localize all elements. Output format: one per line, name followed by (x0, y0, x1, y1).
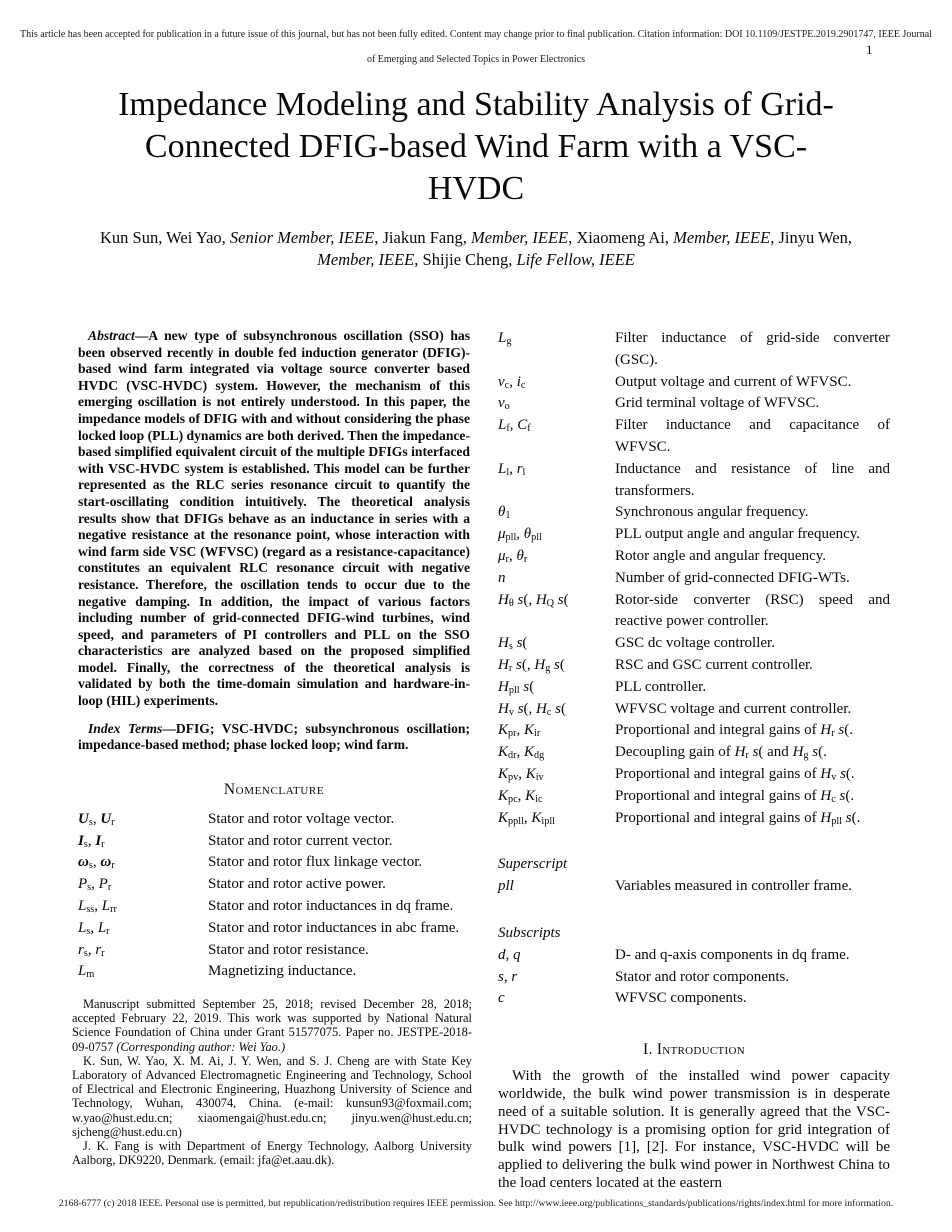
nomenclature-item (498, 590, 890, 634)
nomenclature-item (498, 764, 890, 786)
index-terms: Index Terms—DFIG; VSC-HVDC; subsynchronous oscillation; impedance-based method; phase locked loop; wind farm. (78, 720, 470, 753)
description: Filter inductance of grid-side converter (GSC). (615, 330, 890, 368)
nomenclature-item (498, 699, 890, 721)
description: Variables measured in controller frame. (615, 878, 852, 895)
symbol: $H_r$ s(, $H_g$ s( (498, 656, 565, 675)
paper-title: Impedance Modeling and Stability Analysis of Grid-Connected DFIG-based Wind Farm with a VSC-HVDC (118, 86, 834, 207)
right-column (498, 328, 890, 1193)
symbol: $\mu_{pll}$, $\theta_{pll}$ (498, 526, 542, 544)
description: RSC and GSC current controller. (615, 656, 813, 673)
nomenclature-list-left (78, 809, 470, 983)
description: Stator and rotor flux linkage vector. (208, 854, 423, 871)
nomenclature-item (498, 808, 890, 830)
section-number: I. (642, 1041, 653, 1059)
description: Proportional and integral gains of $H_{pll}$ s(. (615, 809, 861, 827)
description: Synchronous angular frequency. (615, 504, 809, 521)
nomenclature-item (498, 633, 890, 655)
description: Proportional and integral gains of $H_v$ s(. (615, 765, 855, 784)
nomenclature-item (78, 940, 470, 962)
subscripts-heading: Subscripts (498, 924, 561, 941)
description: Stator and rotor components. (615, 968, 790, 985)
description: Grid terminal voltage of WFVSC. (615, 395, 820, 412)
disclaimer-line-1: This article has been accepted for publication in a future issue of this journal, but has not been fully edited. Content may change prior to final publication. Citation information: DOI 10.1109/JESTPE.2019.2901747, IEEE Journal (20, 29, 932, 40)
superscript-heading: Superscript (498, 856, 568, 873)
nomenclature-item (498, 786, 890, 808)
symbol: $L_f$, $C_f$ (498, 417, 531, 435)
nomenclature-item (498, 415, 890, 459)
description: Output voltage and current of WFVSC. (615, 373, 852, 390)
abstract-paragraph: Abstract—A new type of subsynchronous oscillation (SSO) has been observed recently in double fed induction generator (DFIG)-based wind farm integrated via voltage source converter based HVDC (VSC-HVDC) system. However, the mechanism of this emerging oscillation is not entirely understood. In this paper, the impedance models of DFIG with and without considering the phase locked loop (PLL) dynamics are both derived. Then the impedance-based simplified equivalent circuit of the multiple DFIGs interfaced with VSC-HVDC system is established. This model can be further represented as the RLC series resonance circuit to quantify the start-oscillating condition intuitively. The theoretical analysis results show that DFIGs behave as an inductance in series with a negative resistance at the resonance point, whose interaction with wind farm side VSC (WFVSC) (regard as a resistance-capacitance) constitutes an equivalent RLC resonance circuit with negative resistance. Therefore, the oscillation tends to occur due to the negative damping. In addition, the impact of various factors including number of grid-connected DFIG-wind turbines, wind speed, and parameters of PI controllers and PLL on the SSO characteristics are analyzed based on the proposed simplified model. Finally, the correctness of the theoretical analysis is validated by both the time-domain simulation and hardware-in-loop (HIL) experiments. (78, 328, 470, 709)
symbol: $\omega_s$, $\omega_r$ (78, 854, 115, 872)
superscript-list (498, 876, 890, 898)
description: Number of grid-connected DFIG-WTs. (615, 569, 850, 586)
symbol: $v_o$ (498, 395, 510, 413)
introduction-heading (498, 1041, 890, 1059)
copyright-footer: 2168-6777 (c) 2018 IEEE. Personal use is permitted, but republication/redistribution requires IEEE permission. See http://www.ieee.org/publications_standards/publications/rights/index.html for more information. (58, 1198, 894, 1209)
description: Stator and rotor inductances in dq frame. (208, 898, 454, 915)
disclaimer-line-2: of Emerging and Selected Topics in Power Electronics (366, 54, 586, 65)
nomenclature-item (498, 568, 890, 590)
symbol: s, r (498, 968, 518, 985)
subscripts-list (498, 945, 890, 1010)
symbol: $H_\theta$ s(, $H_Q$ s( (498, 591, 569, 609)
nomenclature-item (498, 459, 890, 503)
first-page-footnote (72, 997, 472, 1167)
symbol: $I_s$, $I_r$ (78, 832, 105, 850)
symbol: $L_s$, $L_r$ (78, 919, 110, 938)
nomenclature-heading: Nomenclature (223, 780, 325, 798)
symbol: $K_{pv}$, $K_{iv}$ (498, 765, 544, 784)
nomenclature-item (498, 988, 890, 1010)
section-title: Introduction (656, 1041, 746, 1059)
symbol: $r_s$, $r_r$ (78, 941, 105, 959)
nomenclature-item (78, 809, 470, 831)
symbol: $L_g$ (498, 330, 512, 348)
left-column (78, 328, 470, 983)
nomenclature-item (498, 502, 890, 524)
symbol: $L_m$ (78, 963, 95, 981)
symbol: d, q (498, 946, 521, 963)
symbol: $v_c$, $i_c$ (498, 373, 526, 391)
symbol: $K_{dr}$, $K_{dg}$ (498, 744, 545, 762)
description: Stator and rotor active power. (208, 876, 386, 893)
description: WFVSC voltage and current controller. (615, 700, 852, 717)
symbol: $H_s$ s( (498, 635, 528, 653)
symbol: $P_s$, $P_r$ (78, 876, 112, 894)
footnote-paragraph: J. K. Fang is with Department of Energy Technology, Aalborg University Aalborg, DK9220, Denmark. (email: jfa@et.aau.dk). (72, 1139, 472, 1168)
symbol: c (498, 990, 505, 1007)
description: Proportional and integral gains of $H_r$ s(. (615, 722, 853, 740)
nomenclature-item (78, 852, 470, 874)
nomenclature-item (498, 393, 890, 415)
nomenclature-item (498, 524, 890, 546)
symbol: pll (498, 878, 514, 895)
nomenclature-item (498, 328, 890, 372)
nomenclature-item (498, 967, 890, 989)
nomenclature-item (498, 742, 890, 764)
nomenclature-list-right (498, 328, 890, 829)
description: GSC dc voltage controller. (615, 635, 775, 652)
nomenclature-item (498, 655, 890, 677)
description: Stator and rotor inductances in abc frame. (208, 919, 460, 936)
nomenclature-item (498, 372, 890, 394)
symbol: $H_v$ s(, $H_c$ s( (498, 700, 566, 718)
nomenclature-item (78, 961, 470, 983)
description: Stator and rotor current vector. (208, 832, 393, 849)
footnote-paragraph: K. Sun, W. Yao, X. M. Ai, J. Y. Wen, and S. J. Cheng are with State Key Laboratory of Advanced Electromagnetic Engineering and Technology, School of Electrical and Electronic Engineering, Huazhong University of Science and Technology, Wuhan, 430074, China. (e-mail: kunsun93@foxmail.com; w.yao@hust.edu.cn; xiaomengai@hust.edu.cn; jinyu.wen@hust.edu.cn; sjcheng@hust.edu.cn) (72, 1053, 472, 1139)
author-line: Kun Sun, Wei Yao, Senior Member, IEEE, Jiakun Fang, Member, IEEE, Xiaomeng Ai, Member, IEEE, Jinyu Wen, Member, IEEE, Shijie Cheng, Life Fellow, IEEE (99, 228, 853, 269)
symbol: $H_{pll}$ s( (498, 678, 535, 696)
description: PLL output angle and angular frequency. (615, 526, 861, 543)
nomenclature-item (498, 677, 890, 699)
symbol: $L_l$, $r_l$ (498, 460, 526, 479)
page-number: 1 (866, 42, 873, 57)
description: Rotor angle and angular frequency. (615, 547, 827, 564)
symbol: $K_{pr}$, $K_{ir}$ (498, 722, 541, 740)
description: WFVSC components. (615, 990, 747, 1007)
symbol: n (498, 569, 506, 586)
acceptance-disclaimer (0, 22, 952, 72)
description: Inductance and resistance of line and transformers. (615, 460, 890, 499)
nomenclature-item (498, 945, 890, 967)
description: Stator and rotor voltage vector. (208, 810, 395, 827)
symbol: $L_{ss}$, $L_{rr}$ (78, 898, 117, 916)
symbol: $K_{ppll}$, $K_{ipll}$ (498, 809, 555, 827)
nomenclature-item (498, 876, 890, 898)
description: PLL controller. (615, 678, 707, 695)
nomenclature-item (78, 918, 470, 940)
nomenclature-item (498, 720, 890, 742)
nomenclature-item (498, 546, 890, 568)
symbol: $U_s$, $U_r$ (78, 810, 115, 829)
symbol: $K_{pc}$, $K_{ic}$ (498, 787, 543, 805)
description: Stator and rotor resistance. (208, 941, 369, 958)
description: Magnetizing inductance. (208, 963, 357, 980)
description: Proportional and integral gains of $H_c$ s(. (615, 787, 855, 805)
symbol: $\theta_1$ (498, 504, 511, 522)
description: Decoupling gain of $H_r$ s( and $H_g$ s(. (615, 744, 827, 762)
description: Filter inductance and capacitance of WFVSC. (615, 417, 890, 455)
introduction-paragraph: With the growth of the installed wind power capacity worldwide, the bulk wind power transmission is in desperate need of a suitable solution. It is generally agreed that the VSC-HVDC technology is a promising option for grid integration of bulk wind powers [1], [2]. For instance, VSC-HVDC will be applied to delivering the bulk wind power in Northwest China to the load centers located at the eastern (498, 1068, 890, 1191)
nomenclature-item (78, 831, 470, 853)
symbol: $\mu_r$, $\theta_r$ (498, 547, 528, 566)
description: Rotor-side converter (RSC) speed and reactive power controller. (615, 591, 890, 630)
footnote-paragraph: Manuscript submitted September 25, 2018; revised December 28, 2018; accepted February 22, 2019. This work was supported by National Natural Science Foundation of China under Grant 51577075. Paper no. JESTPE-2018-09-0757 (Corresponding author: Wei Yao.) (72, 997, 472, 1054)
nomenclature-item (78, 896, 470, 918)
nomenclature-item (78, 874, 470, 896)
description: D- and q-axis components in dq frame. (615, 946, 850, 963)
